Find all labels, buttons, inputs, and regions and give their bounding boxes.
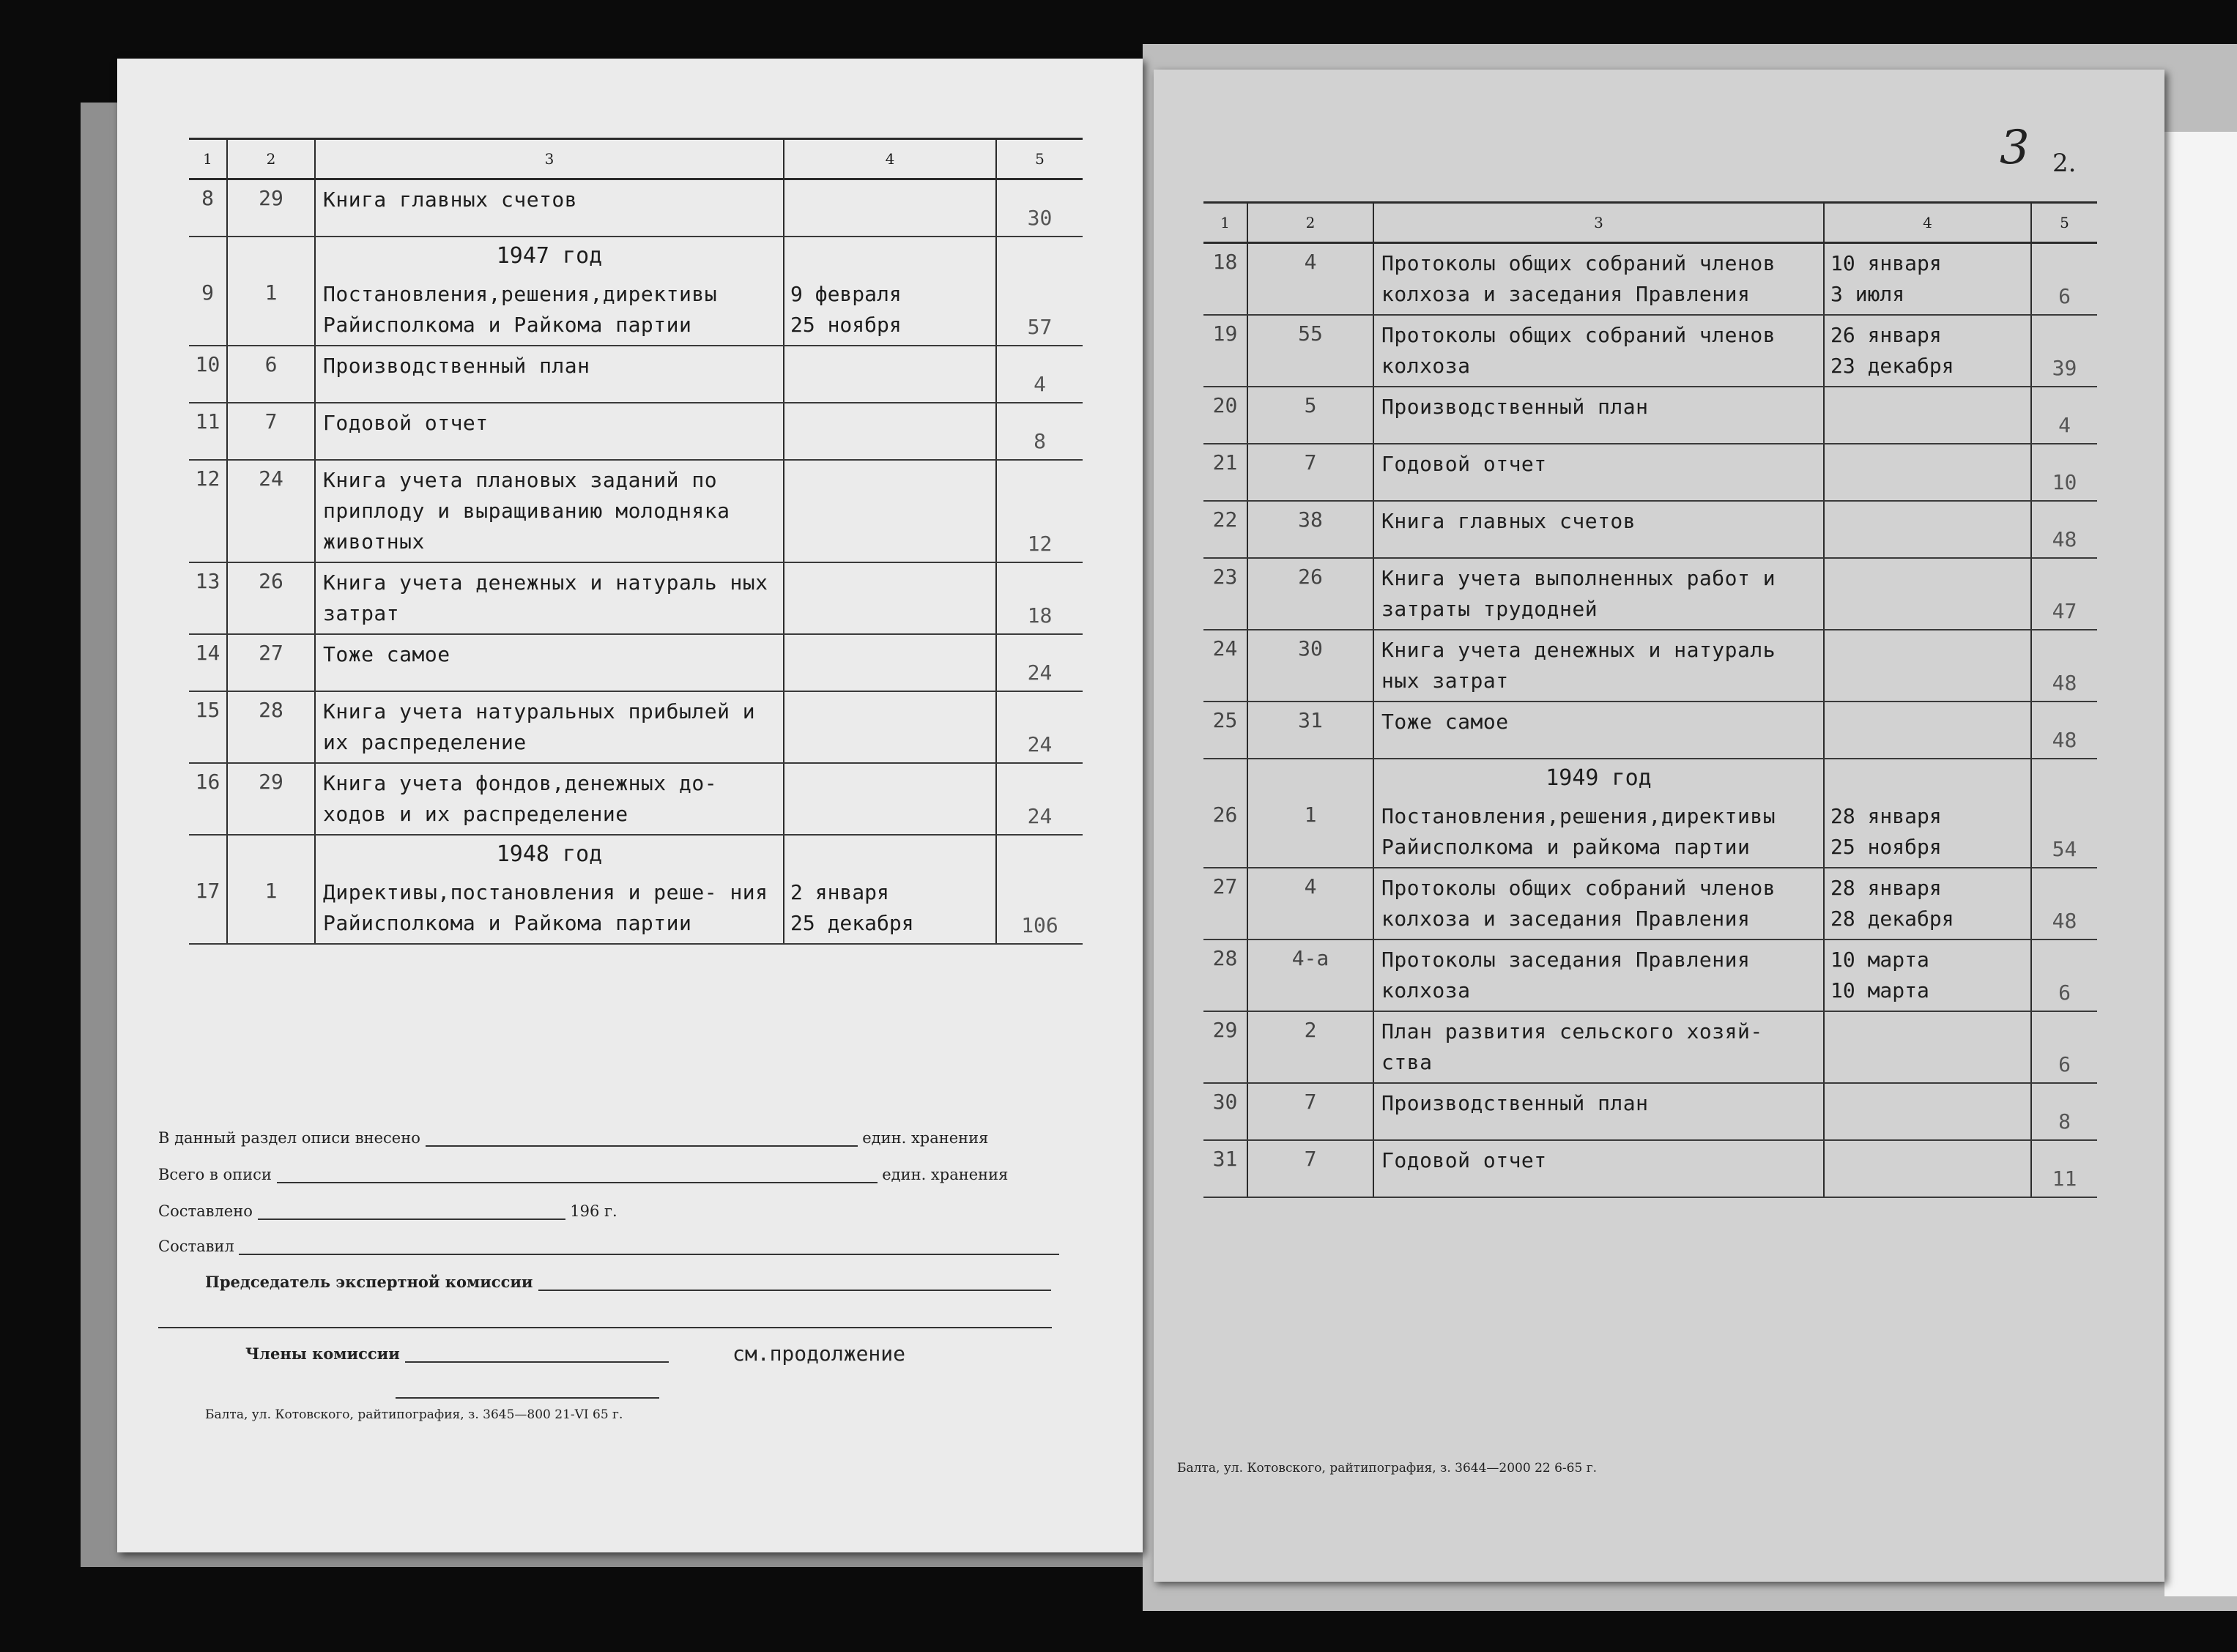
inventory-row bbox=[1203, 868, 2097, 940]
file-number: 6 bbox=[227, 346, 315, 403]
item-number: 15 bbox=[189, 691, 227, 763]
file-title: Производственный план bbox=[1373, 1083, 1824, 1140]
file-number: 26 bbox=[1247, 558, 1373, 630]
inventory-row bbox=[1203, 1083, 2097, 1140]
file-number: 4 bbox=[1247, 243, 1373, 316]
footer-total-unit: един. хранения bbox=[882, 1166, 1009, 1183]
date-range bbox=[1824, 558, 2031, 630]
left-header-row bbox=[189, 139, 1083, 179]
right-printer-imprint: Балта, ул. Котовского, райтипография, з. 3644—2000 22 6-65 г. bbox=[1177, 1461, 1598, 1476]
file-title: Книга учета выполненных работ и затраты трудодней bbox=[1373, 558, 1824, 630]
year-heading-row bbox=[189, 237, 1083, 275]
date-range: 28 января 25 ноября bbox=[1824, 797, 2031, 868]
file-number: 1 bbox=[1247, 797, 1373, 868]
footer-entered-unit: един. хранения bbox=[862, 1129, 989, 1147]
file-number: 27 bbox=[227, 634, 315, 691]
inventory-row bbox=[189, 634, 1083, 691]
empty-cell bbox=[2031, 759, 2097, 797]
item-number: 10 bbox=[189, 346, 227, 403]
adjacent-sheet bbox=[2164, 132, 2237, 1596]
inventory-row bbox=[1203, 940, 2097, 1011]
file-title: План развития сельского хозяй- ства bbox=[1373, 1011, 1824, 1083]
date-range bbox=[784, 403, 996, 460]
file-title: Протоколы общих собраний членов колхоза и заседания Правления bbox=[1373, 868, 1824, 940]
empty-cell bbox=[784, 835, 996, 873]
date-range bbox=[1824, 501, 2031, 558]
date-range: 28 января 28 декабря bbox=[1824, 868, 2031, 940]
file-number: 31 bbox=[1247, 702, 1373, 759]
original-page-number: 2. bbox=[2052, 149, 2077, 178]
sheet-count: 6 bbox=[2031, 243, 2097, 316]
item-number: 22 bbox=[1203, 501, 1247, 558]
empty-cell bbox=[784, 237, 996, 275]
item-number: 17 bbox=[189, 873, 227, 944]
file-title: Книга учета денежных и натураль ных затрат bbox=[315, 562, 784, 634]
column-header-5: 5 bbox=[2031, 203, 2097, 243]
file-title: Книга главных счетов bbox=[1373, 501, 1824, 558]
empty-cell bbox=[189, 835, 227, 873]
inventory-row bbox=[1203, 797, 2097, 868]
left-printer-imprint: Балта, ул. Котовского, райтипография, з. 3645—800 21-VI 65 г. bbox=[205, 1407, 623, 1422]
footer-total-line bbox=[158, 1166, 1008, 1183]
file-title: Книга учета натуральных прибылей и их распределение bbox=[315, 691, 784, 763]
column-header-2: 2 bbox=[1247, 203, 1373, 243]
sheet-count: 39 bbox=[2031, 315, 2097, 387]
file-number: 7 bbox=[1247, 1083, 1373, 1140]
footer-entered-line bbox=[158, 1129, 988, 1147]
date-range bbox=[784, 346, 996, 403]
date-range bbox=[784, 179, 996, 237]
file-title: Годовой отчет bbox=[1373, 1140, 1824, 1197]
file-title: Тоже самое bbox=[315, 634, 784, 691]
sheet-count: 30 bbox=[996, 179, 1083, 237]
date-range bbox=[784, 562, 996, 634]
year-heading: 1948 год bbox=[315, 835, 784, 873]
date-range bbox=[1824, 1083, 2031, 1140]
item-number: 27 bbox=[1203, 868, 1247, 940]
date-range bbox=[784, 634, 996, 691]
left-inventory-table bbox=[189, 138, 1083, 945]
file-number: 24 bbox=[227, 460, 315, 562]
file-title: Годовой отчет bbox=[315, 403, 784, 460]
inventory-row bbox=[1203, 630, 2097, 702]
file-number: 1 bbox=[227, 873, 315, 944]
column-header-3: 3 bbox=[1373, 203, 1824, 243]
file-number: 4-а bbox=[1247, 940, 1373, 1011]
empty-cell bbox=[1824, 759, 2031, 797]
date-range: 9 февраля 25 ноября bbox=[784, 275, 996, 346]
column-header-3: 3 bbox=[315, 139, 784, 179]
item-number: 23 bbox=[1203, 558, 1247, 630]
item-number: 18 bbox=[1203, 243, 1247, 316]
sheet-count: 24 bbox=[996, 763, 1083, 835]
file-title: Книга учета плановых заданий по приплоду и выращиванию молодняка животных bbox=[315, 460, 784, 562]
right-page bbox=[1154, 70, 2164, 1582]
item-number: 16 bbox=[189, 763, 227, 835]
file-number: 29 bbox=[227, 763, 315, 835]
file-title: Директивы,постановления и реше- ния Райисполкома и Райкома партии bbox=[315, 873, 784, 944]
footer-blank-line bbox=[158, 1311, 1052, 1328]
footer-members-line bbox=[245, 1344, 669, 1363]
left-table-body bbox=[189, 179, 1083, 945]
year-heading-row bbox=[1203, 759, 2097, 797]
file-title: Протоколы общих собраний членов колхоза bbox=[1373, 315, 1824, 387]
left-page bbox=[117, 59, 1143, 1552]
right-table-body bbox=[1203, 243, 2097, 1198]
footer-chairman-line bbox=[205, 1273, 1051, 1291]
inventory-row bbox=[189, 403, 1083, 460]
sheet-count: 6 bbox=[2031, 940, 2097, 1011]
inventory-row bbox=[1203, 1140, 2097, 1197]
file-number: 1 bbox=[227, 275, 315, 346]
sheet-count: 47 bbox=[2031, 558, 2097, 630]
footer-continued-note: см.продолжение bbox=[732, 1342, 906, 1366]
inventory-row bbox=[1203, 501, 2097, 558]
sheet-count: 24 bbox=[996, 634, 1083, 691]
item-number: 21 bbox=[1203, 444, 1247, 501]
file-number: 29 bbox=[227, 179, 315, 237]
date-range: 10 марта 10 марта bbox=[1824, 940, 2031, 1011]
file-title: Постановления,решения,директивы Райисполкома и Райкома партии bbox=[315, 275, 784, 346]
file-title: Производственный план bbox=[1373, 387, 1824, 444]
file-number: 38 bbox=[1247, 501, 1373, 558]
sheet-count: 48 bbox=[2031, 630, 2097, 702]
item-number: 31 bbox=[1203, 1140, 1247, 1197]
footer-compiler-label: Составил bbox=[158, 1238, 234, 1255]
date-range bbox=[784, 691, 996, 763]
item-number: 28 bbox=[1203, 940, 1247, 1011]
footer-chairman-label: Председатель экспертной комиссии bbox=[205, 1273, 533, 1291]
footer-compiled-label: Составлено bbox=[158, 1202, 253, 1220]
file-number: 4 bbox=[1247, 868, 1373, 940]
item-number: 12 bbox=[189, 460, 227, 562]
file-title: Производственный план bbox=[315, 346, 784, 403]
item-number: 20 bbox=[1203, 387, 1247, 444]
date-range bbox=[784, 460, 996, 562]
inventory-row bbox=[189, 691, 1083, 763]
item-number: 25 bbox=[1203, 702, 1247, 759]
inventory-row bbox=[1203, 1011, 2097, 1083]
sheet-count: 10 bbox=[2031, 444, 2097, 501]
inventory-row bbox=[1203, 243, 2097, 316]
inventory-row bbox=[189, 763, 1083, 835]
inventory-row bbox=[189, 873, 1083, 944]
file-title: Годовой отчет bbox=[1373, 444, 1824, 501]
date-range bbox=[1824, 1011, 2031, 1083]
footer-total-label: Всего в описи bbox=[158, 1166, 272, 1183]
empty-cell bbox=[227, 237, 315, 275]
file-number: 7 bbox=[227, 403, 315, 460]
empty-cell bbox=[996, 237, 1083, 275]
sheet-count: 48 bbox=[2031, 868, 2097, 940]
file-title: Протоколы заседания Правления колхоза bbox=[1373, 940, 1824, 1011]
file-number: 30 bbox=[1247, 630, 1373, 702]
item-number: 8 bbox=[189, 179, 227, 237]
column-header-2: 2 bbox=[227, 139, 315, 179]
inventory-row bbox=[189, 179, 1083, 237]
date-range bbox=[1824, 702, 2031, 759]
inventory-row bbox=[189, 275, 1083, 346]
inventory-row bbox=[1203, 702, 2097, 759]
sheet-count: 12 bbox=[996, 460, 1083, 562]
sheet-count: 106 bbox=[996, 873, 1083, 944]
footer-compiler-line bbox=[158, 1238, 1059, 1255]
inventory-row bbox=[1203, 558, 2097, 630]
year-heading: 1949 год bbox=[1373, 759, 1824, 797]
inventory-row bbox=[189, 460, 1083, 562]
archive-page-number: 3 bbox=[2000, 121, 2030, 175]
date-range bbox=[1824, 387, 2031, 444]
inventory-row bbox=[189, 346, 1083, 403]
sheet-count: 4 bbox=[2031, 387, 2097, 444]
file-number: 7 bbox=[1247, 1140, 1373, 1197]
date-range bbox=[1824, 630, 2031, 702]
inventory-row bbox=[1203, 444, 2097, 501]
file-title: Протоколы общих собраний членов колхоза и заседания Правления bbox=[1373, 243, 1824, 316]
file-title: Постановления,решения,директивы Райисполкома и райкома партии bbox=[1373, 797, 1824, 868]
sheet-count: 11 bbox=[2031, 1140, 2097, 1197]
item-number: 29 bbox=[1203, 1011, 1247, 1083]
column-header-5: 5 bbox=[996, 139, 1083, 179]
item-number: 24 bbox=[1203, 630, 1247, 702]
sheet-count: 18 bbox=[996, 562, 1083, 634]
date-range bbox=[1824, 444, 2031, 501]
footer-members-label: Члены комиссии bbox=[245, 1344, 400, 1363]
item-number: 30 bbox=[1203, 1083, 1247, 1140]
file-number: 7 bbox=[1247, 444, 1373, 501]
sheet-count: 48 bbox=[2031, 501, 2097, 558]
file-title: Книга учета денежных и натураль ных затрат bbox=[1373, 630, 1824, 702]
file-number: 28 bbox=[227, 691, 315, 763]
sheet-count: 8 bbox=[2031, 1083, 2097, 1140]
sheet-count: 4 bbox=[996, 346, 1083, 403]
column-header-1: 1 bbox=[189, 139, 227, 179]
file-number: 26 bbox=[227, 562, 315, 634]
footer-compiled-line bbox=[158, 1202, 617, 1220]
file-number: 2 bbox=[1247, 1011, 1373, 1083]
item-number: 9 bbox=[189, 275, 227, 346]
footer-compiled-year: 196 г. bbox=[570, 1202, 617, 1220]
empty-cell bbox=[1203, 759, 1247, 797]
footer-members-line2 bbox=[396, 1381, 659, 1399]
item-number: 26 bbox=[1203, 797, 1247, 868]
empty-cell bbox=[227, 835, 315, 873]
year-heading: 1947 год bbox=[315, 237, 784, 275]
column-header-4: 4 bbox=[784, 139, 996, 179]
sheet-count: 8 bbox=[996, 403, 1083, 460]
sheet-count: 54 bbox=[2031, 797, 2097, 868]
column-header-4: 4 bbox=[1824, 203, 2031, 243]
item-number: 13 bbox=[189, 562, 227, 634]
date-range: 26 января 23 декабря bbox=[1824, 315, 2031, 387]
footer-entered-label: В данный раздел описи внесено bbox=[158, 1129, 420, 1147]
sheet-count: 24 bbox=[996, 691, 1083, 763]
sheet-count: 57 bbox=[996, 275, 1083, 346]
date-range: 10 января 3 июля bbox=[1824, 243, 2031, 316]
empty-cell bbox=[1247, 759, 1373, 797]
item-number: 14 bbox=[189, 634, 227, 691]
item-number: 19 bbox=[1203, 315, 1247, 387]
empty-cell bbox=[996, 835, 1083, 873]
file-title: Книга учета фондов,денежных до- ходов и их распределение bbox=[315, 763, 784, 835]
column-header-1: 1 bbox=[1203, 203, 1247, 243]
inventory-row bbox=[189, 562, 1083, 634]
sheet-count: 48 bbox=[2031, 702, 2097, 759]
date-range: 2 января 25 декабря bbox=[784, 873, 996, 944]
right-header-row bbox=[1203, 203, 2097, 243]
right-inventory-table bbox=[1203, 201, 2097, 1198]
sheet-count: 6 bbox=[2031, 1011, 2097, 1083]
item-number: 11 bbox=[189, 403, 227, 460]
date-range bbox=[1824, 1140, 2031, 1197]
empty-cell bbox=[189, 237, 227, 275]
file-number: 55 bbox=[1247, 315, 1373, 387]
inventory-row bbox=[1203, 387, 2097, 444]
date-range bbox=[784, 763, 996, 835]
file-title: Книга главных счетов bbox=[315, 179, 784, 237]
file-number: 5 bbox=[1247, 387, 1373, 444]
year-heading-row bbox=[189, 835, 1083, 873]
file-title: Тоже самое bbox=[1373, 702, 1824, 759]
inventory-row bbox=[1203, 315, 2097, 387]
